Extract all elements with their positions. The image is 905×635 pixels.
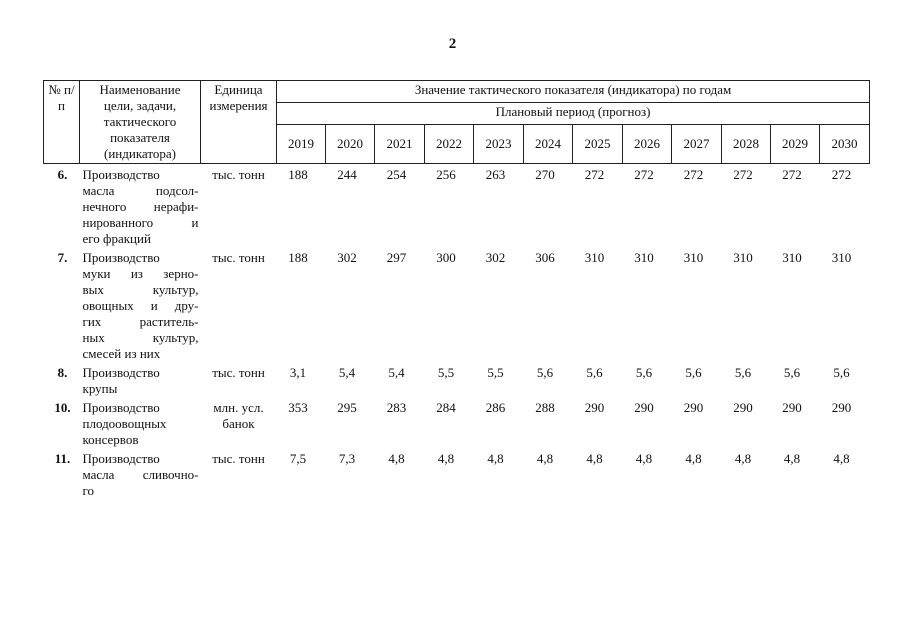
header-name: [80, 81, 201, 164]
indicator-name: [80, 247, 201, 362]
year-value: 353: [288, 400, 308, 415]
indicator-name-line: овощных и дру-: [82, 298, 199, 313]
year-value: 5,6: [635, 365, 653, 380]
header-year: 2021: [375, 125, 425, 164]
row-number: 10.: [54, 400, 71, 415]
year-value: 5,5: [437, 365, 455, 380]
year-value: 7,5: [289, 451, 307, 466]
header-year: 2019: [277, 125, 326, 164]
year-value: 5,6: [833, 365, 850, 380]
year-value: 7,3: [338, 451, 356, 466]
indicator-name-line: ных культур,: [82, 330, 199, 345]
year-value: 283: [386, 400, 407, 415]
indicator-name-line: Производство: [82, 250, 160, 265]
header-year: 2025: [573, 125, 623, 164]
unit: тыс. тонн: [212, 167, 265, 182]
year-value: 4,8: [586, 451, 603, 466]
header-num: № п/п: [44, 81, 80, 164]
year-value: 4,8: [388, 451, 405, 466]
indicator-name-line: масла подсол-: [82, 183, 199, 198]
year-value: 3,1: [289, 365, 307, 380]
year-value: 288: [535, 400, 555, 415]
header-name-line: тактического: [103, 114, 177, 129]
year-value: 4,8: [487, 451, 504, 466]
year-value: 290: [733, 400, 753, 415]
table-body: [44, 164, 870, 500]
year-value: 310: [584, 250, 605, 265]
indicator-name-line: консервов: [82, 432, 139, 447]
unit: тыс. тонн: [212, 451, 265, 466]
year-value: 272: [634, 167, 654, 182]
indicators-table: [43, 80, 870, 499]
header-period-group: Плановый период (прогноз): [277, 103, 870, 125]
table-row: [44, 247, 870, 362]
header-year: 2030: [820, 125, 870, 164]
year-value: 5,6: [734, 365, 752, 380]
header-name-line: цели, задачи,: [103, 98, 177, 113]
unit-line: банок: [222, 416, 255, 431]
indicator-name-line: крупы: [82, 381, 118, 396]
row-number: 11.: [54, 451, 71, 466]
header-year: 2020: [326, 125, 375, 164]
row-number: 7.: [57, 250, 68, 265]
indicator-name-line: вых культур,: [82, 282, 199, 297]
indicator-name-line: его фракций: [82, 231, 151, 246]
year-value: 310: [683, 250, 704, 265]
year-value: 290: [683, 400, 704, 415]
indicator-name-line: Производство: [82, 365, 160, 380]
year-value: 272: [831, 167, 852, 182]
header-year: 2022: [425, 125, 474, 164]
indicator-name-line: нечного нерафи-: [82, 199, 199, 214]
year-value: 290: [831, 400, 852, 415]
year-value: 4,8: [783, 451, 801, 466]
header-year: 2028: [722, 125, 771, 164]
header-name-line: показателя: [110, 130, 170, 145]
year-value: 4,8: [437, 451, 455, 466]
header-unit: [201, 81, 277, 164]
header-year: 2026: [623, 125, 672, 164]
indicator-name-line: масла сливочно-: [82, 467, 199, 482]
year-value: 4,8: [734, 451, 752, 466]
year-value: 4,8: [536, 451, 554, 466]
year-value: 5,5: [487, 365, 504, 380]
header-year: 2024: [524, 125, 573, 164]
indicator-name-line: муки из зерно-: [82, 266, 199, 281]
indicator-name-line: смесей из них: [82, 346, 161, 361]
row-number: 6.: [57, 167, 68, 182]
year-value: 272: [782, 167, 802, 182]
header-unit-line: измерения: [209, 98, 268, 113]
indicator-name-line: плодоовощных: [82, 416, 167, 431]
year-value: 4,8: [685, 451, 702, 466]
year-value: 272: [733, 167, 753, 182]
header-name-line: (индикатора): [104, 146, 176, 161]
indicator-name: [80, 362, 201, 397]
header-year: 2023: [474, 125, 524, 164]
year-value: 295: [337, 400, 357, 415]
year-value: 297: [386, 250, 407, 265]
table-row: [44, 164, 870, 248]
year-value: 263: [485, 167, 506, 182]
year-value: 302: [337, 250, 357, 265]
year-value: 286: [485, 400, 506, 415]
year-value: 256: [436, 167, 456, 182]
year-value: 5,4: [338, 365, 356, 380]
unit-line: млн. усл.: [213, 400, 264, 415]
year-value: 310: [782, 250, 802, 265]
year-value: 5,6: [536, 365, 554, 380]
year-value: 5,6: [685, 365, 702, 380]
indicator-name: [80, 164, 201, 248]
indicator-name: [80, 397, 201, 448]
year-value: 284: [436, 400, 456, 415]
year-value: 4,8: [833, 451, 850, 466]
indicator-name-line: го: [82, 483, 95, 498]
table-row: [44, 397, 870, 448]
table-header: [44, 81, 870, 164]
year-value: 270: [535, 167, 555, 182]
indicator-name-line: нированного и: [82, 215, 199, 230]
table-row: [44, 362, 870, 397]
year-value: 272: [584, 167, 605, 182]
year-value: 188: [288, 167, 308, 182]
row-number: 8.: [57, 365, 68, 380]
indicator-name-line: Производство: [82, 167, 160, 182]
year-value: 244: [337, 167, 357, 182]
year-value: 290: [584, 400, 605, 415]
year-value: 5,6: [586, 365, 603, 380]
year-value: 310: [831, 250, 852, 265]
header-year: 2027: [672, 125, 722, 164]
year-value: 5,6: [783, 365, 801, 380]
year-value: 5,4: [388, 365, 405, 380]
year-value: 290: [782, 400, 802, 415]
year-value: 306: [535, 250, 555, 265]
year-value: 310: [634, 250, 654, 265]
year-value: 254: [386, 167, 407, 182]
year-value: 300: [436, 250, 456, 265]
indicator-name: [80, 448, 201, 499]
year-value: 188: [288, 250, 308, 265]
unit: тыс. тонн: [212, 250, 265, 265]
year-value: 290: [634, 400, 654, 415]
unit: [201, 397, 277, 448]
indicator-name-line: Производство: [82, 451, 160, 466]
page-number: 2: [448, 36, 457, 52]
header-name-line: Наименование: [99, 82, 181, 97]
header-year: 2029: [771, 125, 820, 164]
year-value: 302: [485, 250, 506, 265]
indicator-name-line: Производство: [82, 400, 160, 415]
header-unit-line: Единица: [214, 82, 263, 97]
header-value-group: Значение тактического показателя (индикатора) по годам: [277, 81, 870, 103]
table-row: [44, 448, 870, 499]
indicator-name-line: гих раститель-: [82, 314, 199, 329]
year-value: 272: [683, 167, 704, 182]
year-value: 4,8: [635, 451, 653, 466]
unit: тыс. тонн: [212, 365, 265, 380]
year-value: 310: [733, 250, 753, 265]
